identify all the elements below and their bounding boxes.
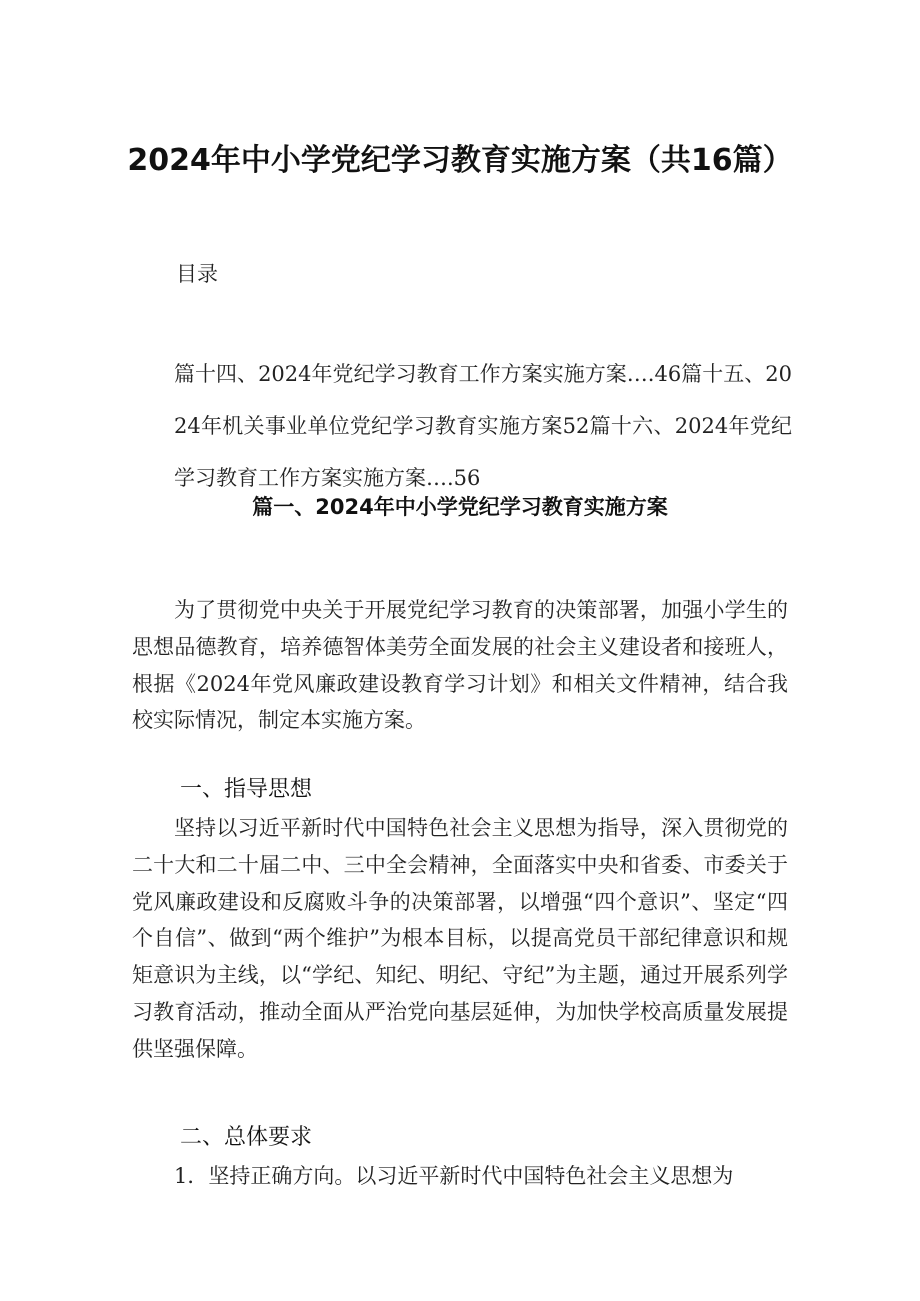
toc-label: 目录: [176, 262, 218, 286]
heading-guiding-ideology: 一、指导思想: [180, 777, 313, 802]
document-title: 2024年中小学党纪学习教育实施方案（共16篇）: [127, 143, 793, 178]
general-requirements-paragraph: 1．坚持正确方向。以习近平新时代中国特色社会主义思想为: [174, 1164, 734, 1188]
toc-entries: 篇十四、2024年党纪学习教育工作方案实施方案….46篇十五、2024年机关事业单位党纪学习教育实施方案52篇十六、2024年党纪学习教育工作方案实施方案….56: [174, 362, 792, 490]
section-heading: 篇一、2024年中小学党纪学习教育实施方案: [252, 495, 668, 519]
heading-general-requirements: 二、总体要求: [180, 1125, 313, 1150]
guiding-ideology-paragraph: 坚持以习近平新时代中国特色社会主义思想为指导，深入贯彻党的二十大和二十届二中、三中全会精神，全面落实中央和省委、市委关于党风廉政建设和反腐败斗争的决策部署，以增强“四个意识”、坚定“四个自信”、做到“两个维护”为根本目标，以提高党员干部纪律意识和规矩意识为主线，以“学纪、知纪、明纪、守纪”为主题，通过开展系列学习教育活动，推动全面从严治党向基层延伸，为加快学校高质量发展提供坚强保障。: [132, 816, 788, 1061]
intro-paragraph: 为了贯彻党中央关于开展党纪学习教育的决策部署，加强小学生的思想品德教育，培养德智体美劳全面发展的社会主义建设者和接班人，根据《2024年党风廉政建设教育学习计划》和相关文件精神，结合我校实际情况，制定本实施方案。: [132, 598, 788, 733]
